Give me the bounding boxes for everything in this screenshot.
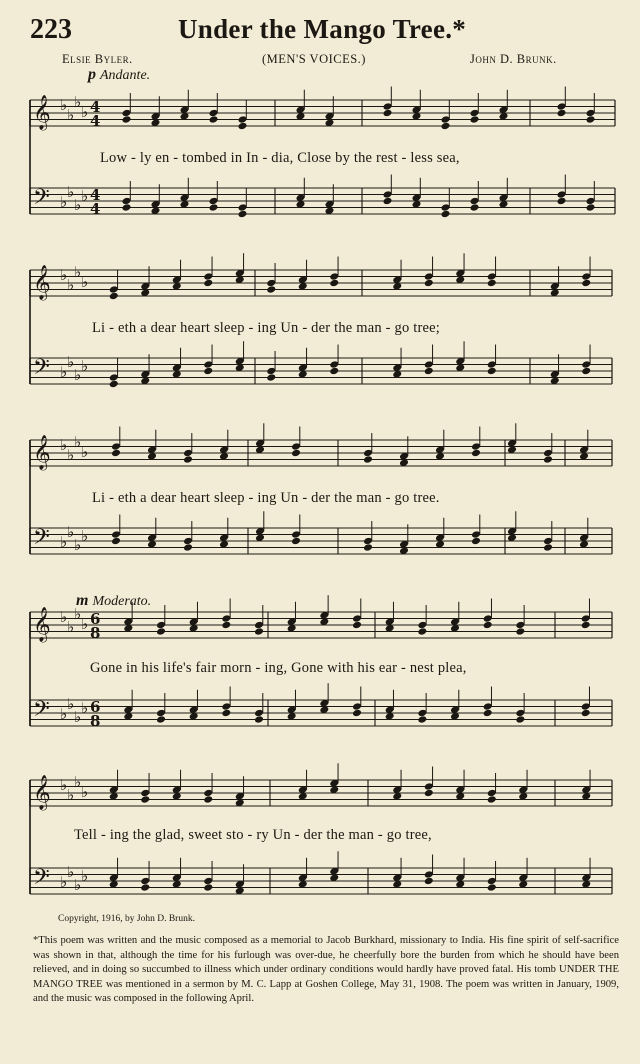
treble-clef-icon: 𝄞 bbox=[33, 775, 51, 810]
bass-clef-icon: 𝄢 bbox=[33, 355, 50, 385]
flat-sign-icon: ♭ bbox=[67, 353, 75, 371]
note-head bbox=[487, 367, 497, 376]
flat-sign-icon: ♭ bbox=[81, 443, 89, 461]
note-head bbox=[424, 367, 434, 376]
flat-sign-icon: ♭ bbox=[67, 276, 75, 294]
note-head bbox=[254, 715, 264, 724]
flat-sign-icon: ♭ bbox=[60, 533, 68, 551]
bass-clef-icon: 𝄢 bbox=[33, 525, 50, 555]
tempo-andante: p Andante. bbox=[88, 66, 151, 83]
flat-sign-icon: ♭ bbox=[74, 263, 82, 281]
flat-sign-icon: ♭ bbox=[74, 433, 82, 451]
time-signature-top: 6 bbox=[90, 698, 101, 716]
hymn-title: Under the Mango Tree.* bbox=[178, 14, 467, 44]
note-head bbox=[515, 627, 525, 636]
flat-sign-icon: ♭ bbox=[60, 193, 68, 211]
flat-sign-icon: ♭ bbox=[60, 608, 68, 626]
flat-sign-icon: ♭ bbox=[74, 93, 82, 111]
time-signature-bottom: 8 bbox=[90, 624, 101, 642]
author-credit: Elsie Byler. bbox=[62, 52, 133, 66]
note-head bbox=[424, 877, 434, 886]
note-head bbox=[109, 292, 119, 301]
footnote: *This poem was written and the music composed as a memorial to Jacob Burkhard, missionary to India. His fine spirit of self-sacrifice was shown in that, although the time for his furlough was over-due, he cheerfully bore the burden from which he should have been relieved, and in doing so succumbed to illness which under ordinary conditions would hardly have proved fatal. His tomb UNDER THE MANGO TREE was mentioned in a sermon by M. C. Lapp at Goshen College, May 31, 1908. The poem was written in January, 1909, and the music was composed in the following April. bbox=[33, 935, 619, 1005]
voices-note: (MEN'S VOICES.) bbox=[262, 52, 366, 66]
note-head bbox=[581, 621, 591, 630]
note-head bbox=[487, 795, 497, 804]
note-head bbox=[352, 621, 362, 630]
tempo-moderato: m Moderato. bbox=[76, 592, 152, 609]
note-head bbox=[424, 279, 434, 288]
treble-clef-icon: 𝄞 bbox=[33, 607, 51, 642]
note-head bbox=[581, 367, 591, 376]
flat-sign-icon: ♭ bbox=[81, 273, 89, 291]
bass-clef-icon: 𝄢 bbox=[33, 865, 50, 895]
note-head bbox=[140, 883, 150, 892]
flat-sign-icon: ♭ bbox=[60, 873, 68, 891]
flat-sign-icon: ♭ bbox=[67, 523, 75, 541]
note-head bbox=[383, 197, 393, 206]
flat-sign-icon: ♭ bbox=[74, 708, 82, 726]
treble-clef-icon: 𝄞 bbox=[33, 95, 51, 130]
note-head bbox=[221, 621, 231, 630]
treble-clef-icon: 𝄞 bbox=[33, 435, 51, 470]
lyrics-line-1: Low - ly en - tombed in In - dia, Close by the rest - less sea, bbox=[100, 150, 460, 166]
flat-sign-icon: ♭ bbox=[60, 96, 68, 114]
time-signature-bottom: 4 bbox=[90, 200, 101, 218]
note-head bbox=[424, 789, 434, 798]
note-head bbox=[557, 197, 567, 206]
hymn-number: 223 bbox=[30, 14, 72, 45]
flat-sign-icon: ♭ bbox=[81, 527, 89, 545]
flat-sign-icon: ♭ bbox=[81, 357, 89, 375]
note-head bbox=[581, 709, 591, 718]
lyrics-line-2: Li - eth a dear heart sleep - ing Un - der the man - go tree; bbox=[92, 320, 440, 336]
note-head bbox=[238, 122, 248, 131]
note-head bbox=[291, 537, 301, 546]
note-head bbox=[140, 795, 150, 804]
note-head bbox=[156, 715, 166, 724]
flat-sign-icon: ♭ bbox=[81, 615, 89, 633]
note-head bbox=[586, 203, 596, 212]
time-signature-bottom: 4 bbox=[90, 112, 101, 130]
note-head bbox=[266, 373, 276, 382]
note-head bbox=[203, 367, 213, 376]
composer-credit: John D. Brunk. bbox=[470, 52, 557, 66]
flat-sign-icon: ♭ bbox=[67, 446, 75, 464]
note-head bbox=[122, 115, 132, 124]
note-head bbox=[203, 279, 213, 288]
note-head bbox=[483, 709, 493, 718]
note-head bbox=[487, 279, 497, 288]
flat-sign-icon: ♭ bbox=[67, 618, 75, 636]
flat-sign-icon: ♭ bbox=[74, 366, 82, 384]
treble-clef-icon: 𝄞 bbox=[33, 265, 51, 300]
note-head bbox=[209, 203, 219, 212]
note-head bbox=[183, 455, 193, 464]
note-head bbox=[122, 203, 132, 212]
note-head bbox=[441, 122, 451, 131]
flat-sign-icon: ♭ bbox=[81, 867, 89, 885]
flat-sign-icon: ♭ bbox=[67, 786, 75, 804]
flat-sign-icon: ♭ bbox=[60, 266, 68, 284]
note-head bbox=[581, 279, 591, 288]
note-head bbox=[470, 203, 480, 212]
note-head bbox=[221, 709, 231, 718]
note-head bbox=[543, 543, 553, 552]
flat-sign-icon: ♭ bbox=[67, 183, 75, 201]
note-head bbox=[417, 627, 427, 636]
flat-sign-icon: ♭ bbox=[81, 187, 89, 205]
note-head bbox=[515, 715, 525, 724]
note-head bbox=[183, 543, 193, 552]
note-head bbox=[266, 285, 276, 294]
note-head bbox=[363, 543, 373, 552]
note-head bbox=[543, 455, 553, 464]
flat-sign-icon: ♭ bbox=[67, 106, 75, 124]
bass-clef-icon: 𝄢 bbox=[33, 697, 50, 727]
flat-sign-icon: ♭ bbox=[81, 783, 89, 801]
note-head bbox=[363, 455, 373, 464]
flat-sign-icon: ♭ bbox=[74, 605, 82, 623]
time-signature-bottom: 8 bbox=[90, 712, 101, 730]
note-head bbox=[156, 627, 166, 636]
flat-sign-icon: ♭ bbox=[60, 363, 68, 381]
copyright-notice: Copyright, 1916, by John D. Brunk. bbox=[58, 914, 195, 924]
note-head bbox=[291, 449, 301, 458]
note-head bbox=[383, 109, 393, 118]
flat-sign-icon: ♭ bbox=[74, 773, 82, 791]
note-head bbox=[111, 449, 121, 458]
note-head bbox=[111, 537, 121, 546]
note-head bbox=[471, 537, 481, 546]
flat-sign-icon: ♭ bbox=[74, 876, 82, 894]
flat-sign-icon: ♭ bbox=[67, 695, 75, 713]
lyrics-line-4: Gone in his life's fair morn - ing, Gone with his ear - nest plea, bbox=[90, 660, 467, 676]
bass-clef-icon: 𝄢 bbox=[33, 185, 50, 215]
flat-sign-icon: ♭ bbox=[60, 436, 68, 454]
note-head bbox=[203, 795, 213, 804]
note-head bbox=[471, 449, 481, 458]
flat-sign-icon: ♭ bbox=[60, 776, 68, 794]
note-head bbox=[586, 115, 596, 124]
note-head bbox=[109, 380, 119, 389]
note-head bbox=[483, 621, 493, 630]
time-signature-top: 4 bbox=[90, 98, 101, 116]
time-signature-top: 4 bbox=[90, 186, 101, 204]
flat-sign-icon: ♭ bbox=[81, 103, 89, 121]
note-head bbox=[487, 883, 497, 892]
time-signature-top: 6 bbox=[90, 610, 101, 628]
note-head bbox=[203, 883, 213, 892]
note-head bbox=[470, 115, 480, 124]
note-head bbox=[329, 367, 339, 376]
note-head bbox=[441, 210, 451, 219]
note-head bbox=[238, 210, 248, 219]
note-head bbox=[352, 709, 362, 718]
flat-sign-icon: ♭ bbox=[81, 699, 89, 717]
note-head bbox=[209, 115, 219, 124]
lyrics-line-5: Tell - ing the glad, sweet sto - ry Un - der the man - go tree, bbox=[74, 827, 432, 843]
lyrics-line-3: Li - eth a dear heart sleep - ing Un - der the man - go tree. bbox=[92, 490, 440, 506]
note-head bbox=[557, 109, 567, 118]
flat-sign-icon: ♭ bbox=[67, 863, 75, 881]
flat-sign-icon: ♭ bbox=[74, 196, 82, 214]
flat-sign-icon: ♭ bbox=[74, 536, 82, 554]
note-head bbox=[329, 279, 339, 288]
note-head bbox=[254, 627, 264, 636]
flat-sign-icon: ♭ bbox=[60, 705, 68, 723]
note-head bbox=[417, 715, 427, 724]
